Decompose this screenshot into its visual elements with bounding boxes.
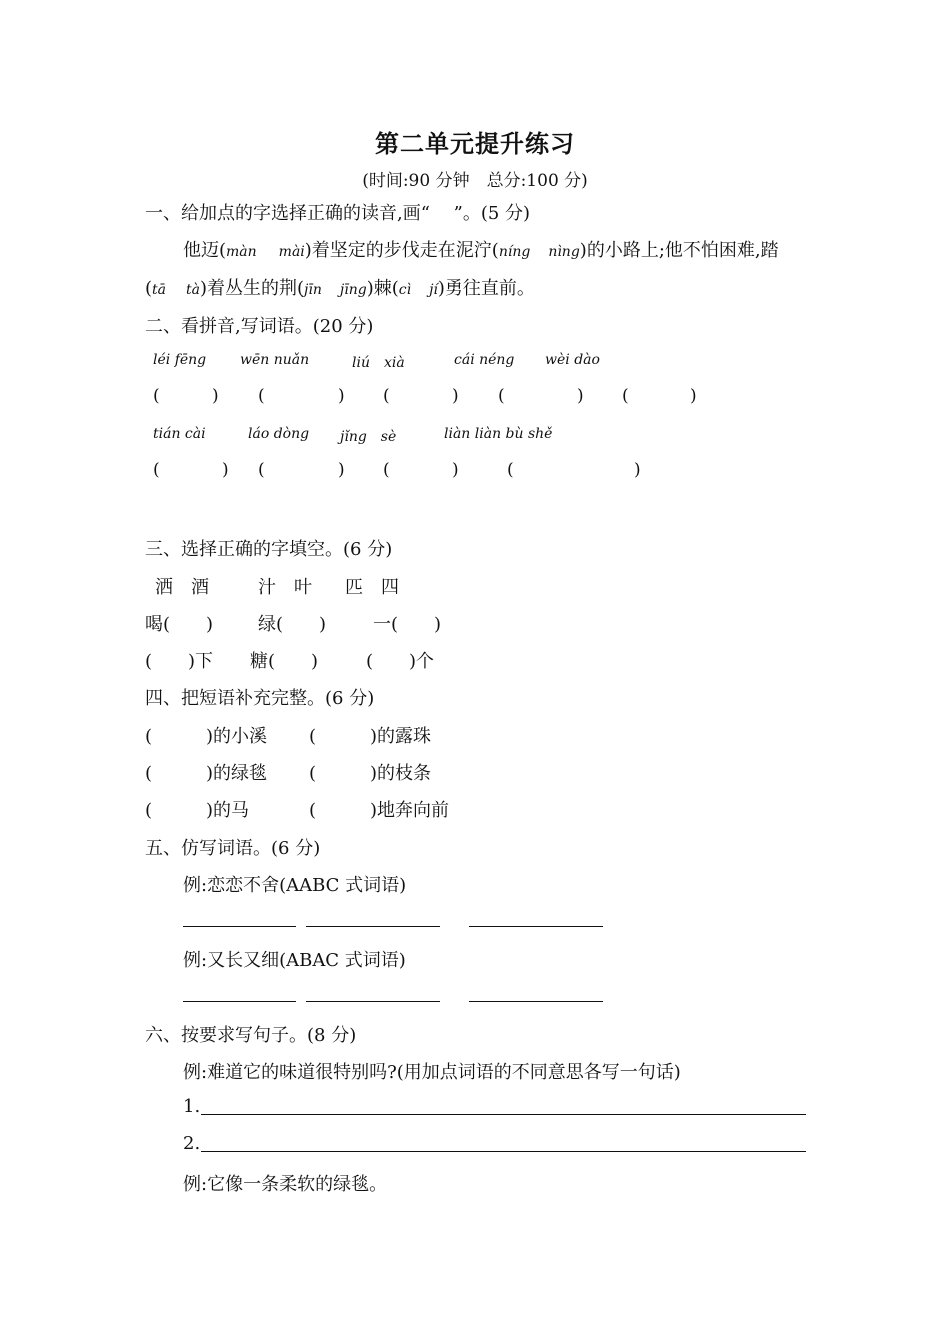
phrase-blank[interactable]: ( )地奔向前 <box>309 800 450 821</box>
item-number: 1. <box>183 1096 201 1117</box>
answer-blank[interactable]: ( <box>498 386 505 406</box>
section-4-heading: 四、把短语补充完整。(6 分) <box>145 688 375 709</box>
phrase-blank[interactable]: ( )的绿毯 <box>145 763 268 784</box>
fill-blank-item[interactable]: 喝( ) <box>145 614 214 635</box>
answer-blank[interactable]: ( <box>383 460 390 480</box>
answer-line[interactable] <box>201 1151 806 1152</box>
pinyin-prompt: wèi dào <box>545 352 600 368</box>
answer-line[interactable] <box>183 926 296 927</box>
section-2-heading: 二、看拼音,写词语。(20 分) <box>145 316 374 337</box>
pinyin-prompt: tián cài <box>153 426 206 442</box>
pinyin-option: tā <box>152 282 167 298</box>
pinyin-option: cì <box>398 282 412 298</box>
answer-blank[interactable]: ) <box>212 386 219 406</box>
section-1-line-2: (tā tà)着丛生的荆(jīn jīng)棘(cì jí)勇往直前。 <box>145 278 535 299</box>
phrase-blank[interactable]: ( )的小溪 <box>145 726 268 747</box>
answer-line[interactable] <box>469 926 603 927</box>
answer-blank[interactable]: ) <box>338 460 345 480</box>
fill-blank-item[interactable]: 糖( ) <box>250 651 319 672</box>
pinyin-prompt: liàn liàn bù shě <box>444 426 553 442</box>
page-subtitle: (时间:90 分钟 总分:100 分) <box>362 171 588 191</box>
fill-blank-item[interactable]: ( )下 <box>145 651 214 672</box>
phrase-blank[interactable]: ( )的枝条 <box>309 763 432 784</box>
answer-blank[interactable]: ( <box>622 386 629 406</box>
answer-blank[interactable]: ( <box>507 460 514 480</box>
pinyin-prompt: cái néng <box>454 352 515 368</box>
example-3: 例:难道它的味道很特别吗?(用加点词语的不同意思各写一句话) <box>183 1062 681 1083</box>
answer-line[interactable] <box>201 1114 806 1115</box>
page-title: 第二单元提升练习 <box>375 130 575 158</box>
pinyin-option: jīng <box>339 282 367 298</box>
answer-line[interactable] <box>469 1001 603 1002</box>
example-2: 例:又长又细(ABAC 式词语) <box>183 950 406 971</box>
answer-blank[interactable]: ( <box>153 460 160 480</box>
char-pair: 匹 四 <box>345 577 399 598</box>
phrase-blank[interactable]: ( )的马 <box>145 800 250 821</box>
answer-blank[interactable]: ) <box>222 460 229 480</box>
pinyin-prompt: jǐng sè <box>340 429 397 445</box>
pinyin-option: màn <box>226 244 257 260</box>
answer-line[interactable] <box>183 1001 296 1002</box>
answer-blank[interactable]: ) <box>634 460 641 480</box>
pinyin-option: mài <box>278 244 305 260</box>
pinyin-option: nìng <box>548 244 580 260</box>
char-pair: 汁 叶 <box>258 577 312 598</box>
pinyin-option: tà <box>186 282 200 298</box>
answer-blank[interactable]: ) <box>338 386 345 406</box>
section-3-heading: 三、选择正确的字填空。(6 分) <box>145 539 393 560</box>
item-number: 2. <box>183 1133 201 1154</box>
pinyin-prompt: wēn nuǎn <box>240 352 310 368</box>
answer-blank[interactable]: ( <box>383 386 390 406</box>
pinyin-option: níng <box>498 244 531 260</box>
answer-blank[interactable]: ) <box>577 386 584 406</box>
section-5-heading: 五、仿写词语。(6 分) <box>145 838 321 859</box>
fill-blank-item[interactable]: 一( ) <box>373 614 442 635</box>
answer-blank[interactable]: ( <box>258 386 265 406</box>
pinyin-prompt: láo dòng <box>248 426 310 442</box>
example-1: 例:恋恋不舍(AABC 式词语) <box>183 875 407 896</box>
answer-blank[interactable]: ( <box>153 386 160 406</box>
pinyin-prompt: léi fēng <box>153 352 207 368</box>
pinyin-option: jīn <box>304 282 322 298</box>
fill-blank-item[interactable]: ( )个 <box>366 651 435 672</box>
answer-blank[interactable]: ( <box>258 460 265 480</box>
example-4: 例:它像一条柔软的绿毯。 <box>183 1174 388 1195</box>
answer-line[interactable] <box>306 926 440 927</box>
answer-blank[interactable]: ) <box>452 460 459 480</box>
answer-blank[interactable]: ) <box>452 386 459 406</box>
fill-blank-item[interactable]: 绿( ) <box>258 614 327 635</box>
section-6-heading: 六、按要求写句子。(8 分) <box>145 1025 357 1046</box>
answer-blank[interactable]: ) <box>690 386 697 406</box>
pinyin-option: jí <box>429 282 438 298</box>
pinyin-prompt: liú xià <box>352 355 405 371</box>
answer-line[interactable] <box>306 1001 440 1002</box>
phrase-blank[interactable]: ( )的露珠 <box>309 726 432 747</box>
section-1-line-1: 他迈(màn mài)着坚定的步伐走在泥泞(níng nìng)的小路上;他不怕困难,踏 <box>183 240 779 261</box>
section-1-heading: 一、给加点的字选择正确的读音,画“ ”。(5 分) <box>145 203 531 224</box>
char-pair: 洒 酒 <box>155 577 209 598</box>
